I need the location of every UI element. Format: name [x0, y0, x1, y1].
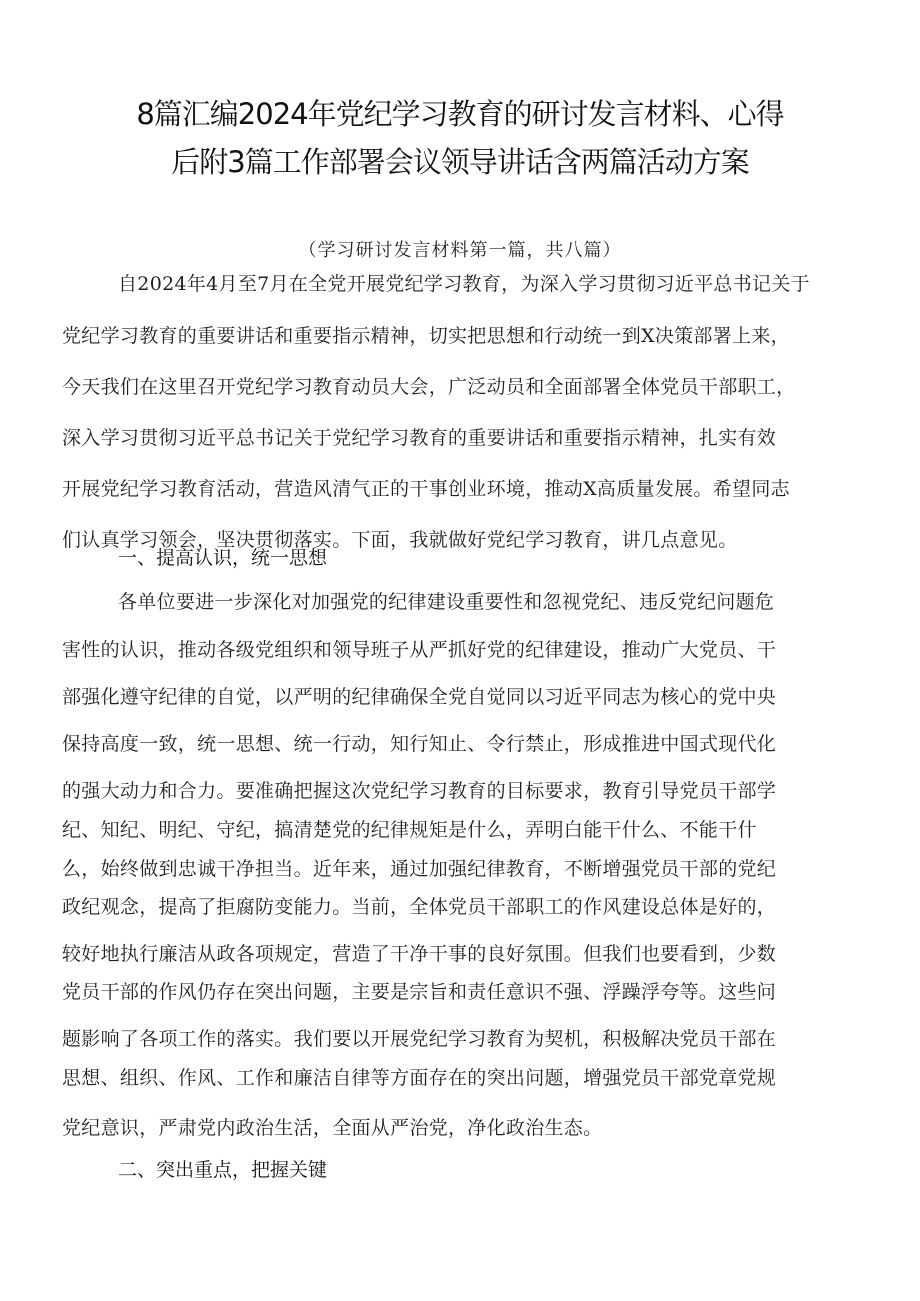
section-1-line: 部强化遵守纪律的自觉，以严明的纪律确保全党自觉同以习近平同志为核心的党中央: [62, 686, 777, 708]
section-1-line: 的强大动力和合力。要准确把握这次党纪学习教育的目标要求，教育引导党员干部学: [62, 780, 777, 802]
intro-line: 今天我们在这里召开党纪学习教育动员大会，广泛动员和全面部署全体党员干部职工，: [62, 376, 796, 398]
section-2-heading: 二、突出重点，把握关键: [118, 1159, 328, 1181]
section-1-line: 较好地执行廉洁从政各项规定，营造了干净干事的良好氛围。但我们也要看到，少数: [62, 943, 777, 965]
section-1-line: 么，始终做到忠诚干净担当。近年来，通过加强纪律教育，不断增强党员干部的党纪: [62, 858, 777, 880]
section-1-line: 纪、知纪、明纪、守纪，搞清楚党的纪律规矩是什么，弄明白能干什么、不能干什: [62, 819, 757, 841]
document-title-line-1: 8篇汇编2024年党纪学习教育的研讨发言材料、心得: [136, 97, 784, 131]
section-1-line: 害性的认识，推动各级党组织和领导班子从严抓好党的纪律建设，推动广大党员、干: [62, 639, 777, 661]
section-1-line: 保持高度一致，统一思想、统一行动，知行知止、令行禁止，形成推进中国式现代化: [62, 733, 777, 755]
section-1-line: 题影响了各项工作的落实。我们要以开展党纪学习教育为契机，积极解决党员干部在: [62, 1028, 777, 1050]
document-subtitle: （学习研讨发言材料第一篇，共八篇）: [298, 240, 622, 261]
intro-line: 深入学习贯彻习近平总书记关于党纪学习教育的重要讲话和重要指示精神，扎实有效: [62, 427, 777, 449]
intro-line: 党纪学习教育的重要讲话和重要指示精神，切实把思想和行动统一到X决策部署上来，: [62, 325, 790, 347]
section-1-heading: 一、提高认识，统一思想: [118, 547, 328, 569]
section-1-line: 各单位要进一步深化对加强党的纪律建设重要性和忽视党纪、违反党纪问题危: [118, 591, 775, 613]
document-title-line-2: 后附3篇工作部署会议领导讲话含两篇活动方案: [171, 145, 749, 179]
section-1-line: 党纪意识，严肃党内政治生活，全面从严治党，净化政治生态。: [62, 1117, 603, 1139]
intro-line: 自2024年4月至7月在全党开展党纪学习教育，为深入学习贯彻习近平总书记关于: [118, 273, 810, 295]
intro-line: 开展党纪学习教育活动，营造风清气正的干事创业环境，推动X高质量发展。希望同志: [62, 478, 790, 500]
section-1-line: 党员干部的作风仍存在突出问题，主要是宗旨和责任意识不强、浮躁浮夸等。这些问: [62, 981, 777, 1003]
section-1-line: 政纪观念，提高了拒腐防变能力。当前，全体党员干部职工的作风建设总体是好的，: [62, 896, 777, 918]
intro-line: 们认真学习领会，坚决贯彻落实。下面，我就做好党纪学习教育，讲几点意见。: [62, 529, 738, 551]
section-1-line: 思想、组织、作风、工作和廉洁自律等方面存在的突出问题，增强党员干部党章党规: [62, 1067, 777, 1089]
